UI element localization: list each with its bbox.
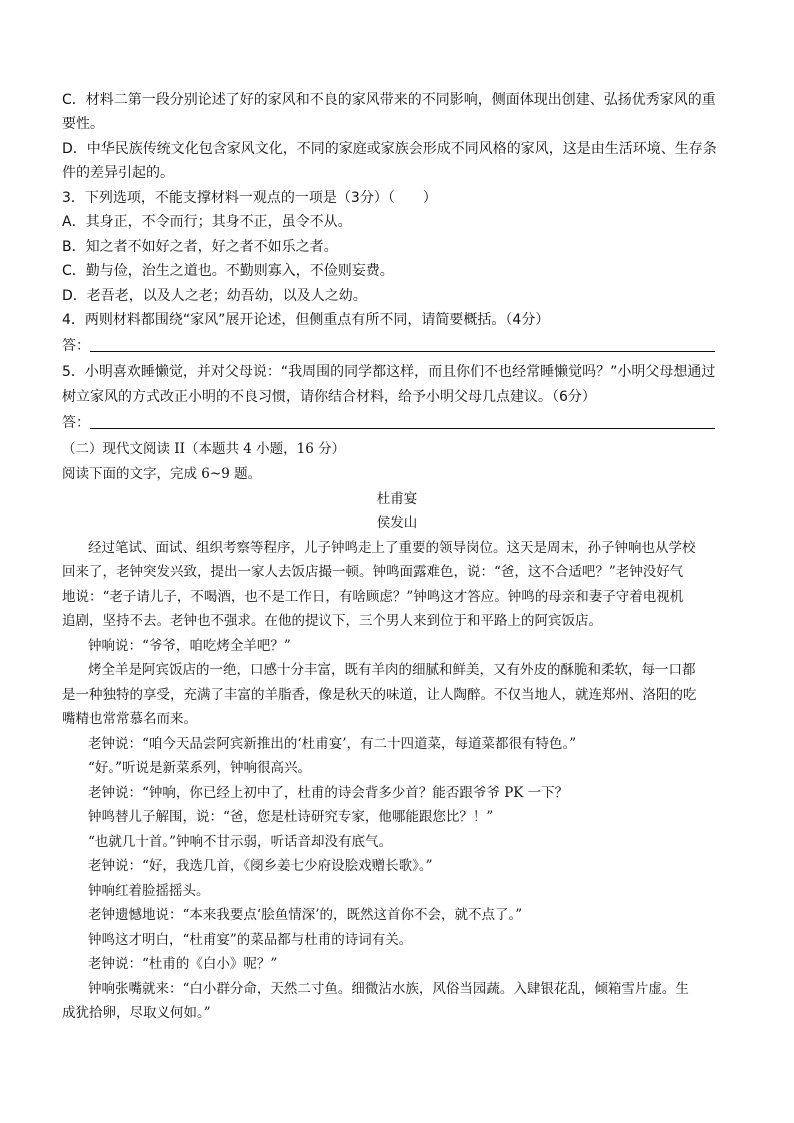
story-line: 钟响说：“爷爷，咱吃烤全羊吧？” [88,638,291,654]
q2-option-d-line1: D．中华民族传统文化包含家风文化，不同的家庭或家族会形成不同风格的家风，这是由生活环境、生存条 [62,141,717,157]
story-line: 嘴精也常常慕名而来。 [62,711,197,727]
q3-option-b: B．知之者不如好之者，好之者不如乐之者。 [62,239,338,255]
q4-stem: 4．两则材料都围绕“家风”展开论述，但侧重点有所不同，请简要概括。（4分） [62,312,550,328]
story-line: 钟响红着脸摇摇头。 [88,883,210,899]
q3-option-d: D．老吾老，以及人之老；幼吾幼，以及人之幼。 [62,288,367,304]
story-line: 回来了，老钟突发兴致，提出一家人去饭店撮一顿。钟鸣面露难色，说：“爸，这不合适吧？”老钟没好气 [62,564,684,580]
story-line: 地说：“老子请儿子，不喝酒，也不是工作日，有啥顾虑？”钟鸣这才答应。钟鸣的母亲和妻子守着电视机 [62,589,684,605]
q4-answer-area[interactable] [62,336,722,356]
section2-header: （二）现代文阅读 II（本题共 4 小题，16 分） [62,441,346,457]
q5-stem-line2: 树立家风的方式改正小明的不良习惯，请你结合材料，给予小明父母几点建议。（6分） [62,389,596,405]
story-line: 是一种独特的享受，充满了丰富的羊脂香，像是秋天的味道，让人陶醉。不仅当地人，就连郑州、洛阳的吃 [62,687,697,703]
story-line: 钟鸣这才明白，“杜甫宴”的菜品都与杜甫的诗词有关。 [88,932,413,948]
story-line: 追剧，坚持不去。老钟也不强求。在他的提议下，三个男人来到位于和平路上的阿宾饭店。 [62,613,602,629]
story-title: 杜甫宴 [376,491,418,507]
q5-stem-line1: 5．小明喜欢睡懒觉，并对父母说：“我周围的同学都这样，而且你们不也经常睡懒觉吗？”小明父母想通过 [62,364,716,380]
q5-answer-line [90,428,715,429]
story-line: 钟响张嘴就来：“白小群分命，天然二寸鱼。细微沾水族，风俗当园蔬。入肆银花乱，倾箱雪片虚。生 [88,981,689,997]
story-line: 老钟说：“好，我选几首，《阌乡姜七少府设脍戏赠长歌》。” [88,858,433,874]
story-line: 经过笔试、面试、组织考察等程序，儿子钟鸣走上了重要的领导岗位。这天是周末，孙子钟响也从学校 [88,540,696,556]
story-author: 侯发山 [376,515,418,531]
q3-stem: 3．下列选项，不能支撑材料一观点的一项是（3分）（ ） [62,190,437,206]
story-line: 老钟说：“杜甫的《白小》呢？” [88,956,278,972]
story-line: 烤全羊是阿宾饭店的一绝，口感十分丰富，既有羊肉的细腻和鲜美，又有外皮的酥脆和柔软，每一口都 [88,662,696,678]
story-line: 钟鸣替儿子解围，说：“爸，您是杜诗研究专家，他哪能跟您比？！” [88,809,494,825]
q4-answer-label: 答： [62,338,90,354]
story-line: 老钟遗憾地说：“本来我要点‘脍鱼情深’的，既然这首你不会，就不点了。” [88,907,523,923]
q2-option-c-line1: C．材料二第一段分别论述了好的家风和不良的家风带来的不同影响，侧面体现出创建、弘扬优秀家风的重 [62,92,716,108]
story-line: 老钟说：“咱今天品尝阿宾新推出的‘杜甫宴’，有二十四道菜，每道菜都很有特色。” [88,736,577,752]
q5-answer-area[interactable] [62,413,722,433]
section2-instruction: 阅读下面的文字，完成 6~9 题。 [62,466,262,482]
story-line: “好。”听说是新菜系列，钟响很高兴。 [88,760,312,776]
story-line: 成犹拾卵，尽取义何如。” [62,1005,211,1021]
q5-answer-label: 答： [62,415,90,431]
q2-option-d-line2: 件的差异引起的。 [62,165,174,181]
story-line: “也就几十首。”钟响不甘示弱，听话音却没有底气。 [88,834,393,850]
story-line: 老钟说：“钟响，你已经上初中了，杜甫的诗会背多少首？能否跟爷爷 PK 一下？ [88,785,569,801]
q2-option-c-line2: 要性。 [62,116,104,132]
q3-option-a: A．其身正，不令而行；其身不正，虽令不从。 [62,214,352,230]
q4-answer-line [90,351,715,352]
q3-option-c: C．勤与俭，治生之道也。不勤则寡入，不俭则妄费。 [62,263,394,279]
